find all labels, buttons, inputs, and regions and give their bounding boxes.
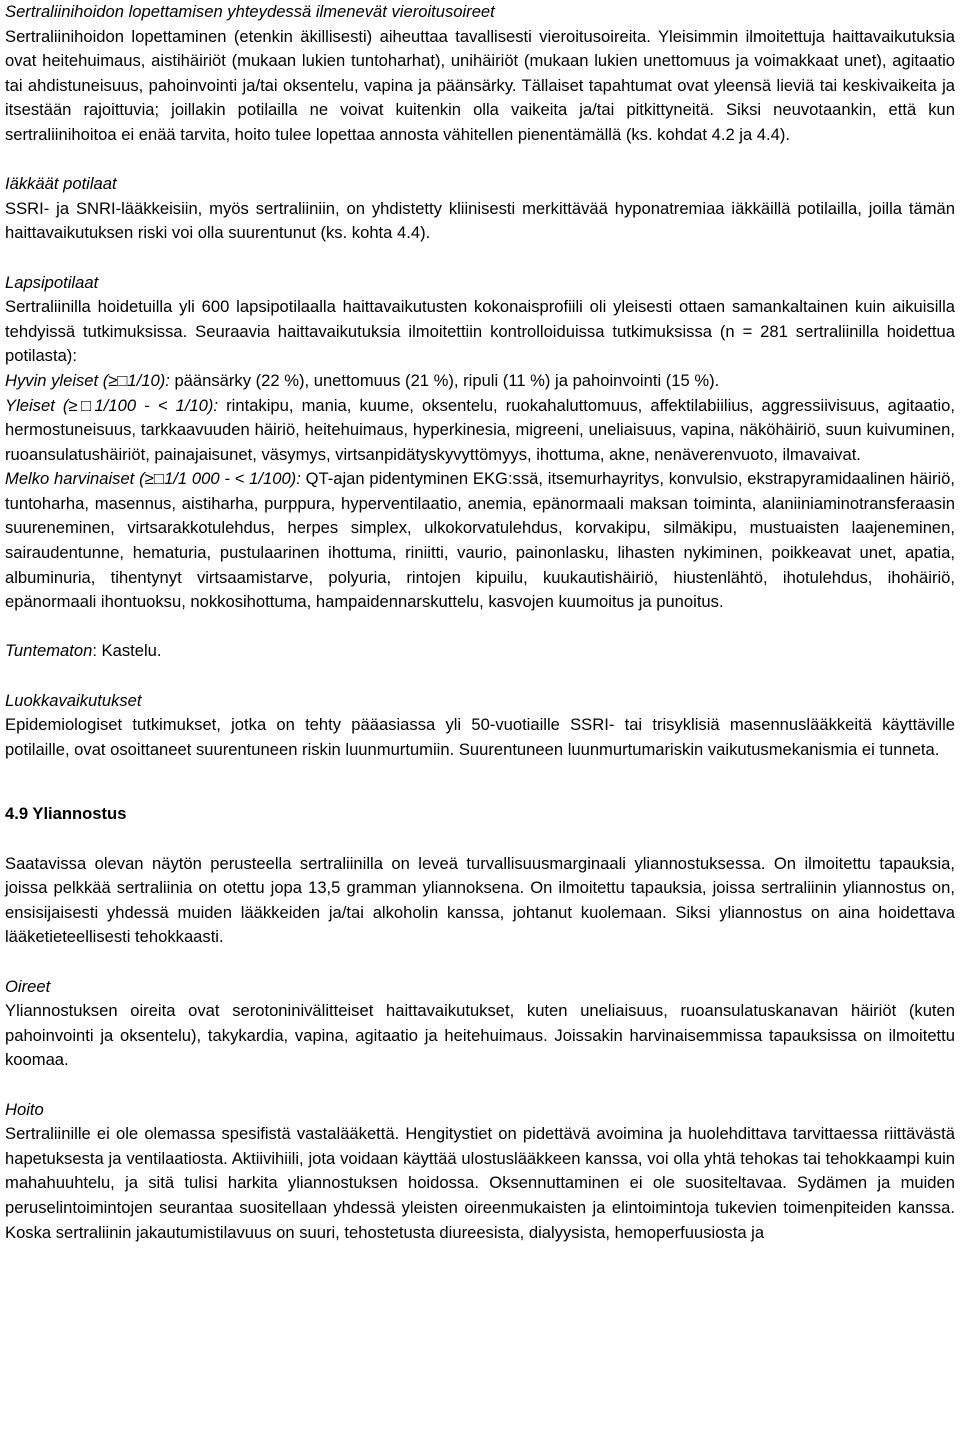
paragraph-overdose: Saatavissa olevan näytön perusteella sertraliinilla on leveä turvallisuusmarginaali yliannostuksessa. On ilmoitettu tapauksia, joissa pelkkää sertraliinia on otettu jopa 13,5 gramman yliannoksena. On ilmoitettu tapauksia, joissa sertraliinin yliannostus on, ensisijaisesti yhdessä muiden lääkkeiden ja/tai alkoholin kanssa, johtanut kuolemaan. Siksi yliannostus on aina hoidettava lääketieteellisesti tehokkaasti. xyxy=(5,853,955,947)
frequency-unknown-text: : Kastelu. xyxy=(92,641,162,661)
spacer xyxy=(5,246,955,271)
spacer xyxy=(5,950,955,975)
frequency-very-common-label: Hyvin yleiset (≥□1/10): xyxy=(5,370,170,390)
heading-symptoms: Oireet xyxy=(5,976,51,996)
spacer xyxy=(5,615,955,640)
frequency-uncommon-label: Melko harvinaiset (≥□1/1 000 - < 1/100): xyxy=(5,469,301,489)
paragraph-withdrawal-lead: Sertraliinihoidon lopettaminen (etenkin äkillisesti) aiheuttaa tavallisesti vieroitusoireita. Yleisimmin ilmoitettuja haittavaikutuksia ovat heitehuimaus, aistihäiriöt (mukaan lukien tuntoharhat), unihäiriöt (mukaan lukien unettomuus ja voimakkaat unet), agitaatio tai ahdistuneisuus, pahoinvointi ja/tai oksentelu, vapina ja päänsärky. xyxy=(5,26,955,95)
frequency-very-common xyxy=(5,369,955,394)
spacer xyxy=(5,827,955,852)
paragraph-elderly: SSRI- ja SNRI-lääkkeisiin, myös sertraliiniin, on yhdistetty kliinisesti merkittävää hyponatremiaa iäkkäillä potilailla, joilla tämän haittavaikutuksen riski voi olla suurentunut (ks. kohta 4.4). xyxy=(5,198,955,243)
section-title-overdose: 4.9 Yliannostus xyxy=(5,804,127,824)
spacer xyxy=(5,762,955,802)
spacer xyxy=(5,1073,955,1098)
document-page xyxy=(5,0,955,1245)
paragraph-withdrawal xyxy=(5,25,955,148)
heading-elderly-patients: Iäkkäät potilaat xyxy=(5,174,117,194)
frequency-unknown xyxy=(5,639,955,664)
paragraph-symptoms: Yliannostuksen oireita ovat serotoninivälitteiset haittavaikutukset, kuten uneliaisuus, ruoansulatuskanavan häiriöt (kuten pahoinvointi ja oksentelu), takykardia, vapina, agitaatio ja heitehuimaus. Joissakin harvinaisemmissa tapauksissa on ilmoitettu koomaa. xyxy=(5,1001,955,1070)
heading-class-effects: Luokkavaikutukset xyxy=(5,690,142,710)
frequency-unknown-label: Tuntematon xyxy=(5,641,93,661)
spacer xyxy=(5,664,955,689)
heading-pediatric-patients: Lapsipotilaat xyxy=(5,272,99,292)
heading-withdrawal-symptoms: Sertraliinihoidon lopettamisen yhteydessä ilmenevät vieroitusoireet xyxy=(5,2,495,21)
paragraph-withdrawal-rest: Tällaiset tapahtumat ovat yleensä lieviä tai keskivaikeita ja itsestään rajoittuvia; joillakin potilailla ne voivat kuitenkin olla vaikeita ja/tai pitkittyneitä. Siksi neuvotaankin, että kun sertraliinihoitoa ei enää tarvita, hoito tulee lopettaa annosta vähitellen pienentämällä (ks. kohdat 4.2 ja 4.4). xyxy=(5,75,955,144)
frequency-common xyxy=(5,394,955,468)
frequency-uncommon-text: QT-ajan pidentyminen EKG:ssä, itsemurhayritys, konvulsio, ekstrapyramidaalinen häiriö, tuntoharha, masennus, aistiharha, purppura, hyperventilaatio, anemia, epänormaali maksan toiminta, alaniiniaminotransferaasin suureneminen, virtsarakkotulehdus, herpes simplex, ulkokorvatulehdus, korvakipu, silmäkipu, mustuaisten laajeneminen, sairaudentunne, hematuria, pustulaarinen ihottuma, riniitti, vaurio, painonlasku, lihasten nykiminen, poikkeavat unet, apatia, albuminuria, tihentynyt virtsaamistarve, polyuria, rintojen kipuilu, kuukautishäiriö, hiustenlähtö, ihotulehdus, ihohäiriö, epänormaali ihontuoksu, nokkosihottuma, hampaidennarskuttelu, kasvojen kuumoitus ja punoitus. xyxy=(5,469,955,612)
spacer xyxy=(5,148,955,173)
frequency-uncommon xyxy=(5,467,955,615)
paragraph-class-effects: Epidemiologiset tutkimukset, jotka on tehty pääasiassa yli 50-vuotiaille SSRI- tai trisyklisiä masennuslääkkeitä käyttäville potilaille, ovat osoittaneet suurentuneen riskin luunmurtumiin. Suurentuneen luunmurtumariskin vaikutusmekanismia ei tunneta. xyxy=(5,715,955,759)
heading-treatment: Hoito xyxy=(5,1099,44,1119)
frequency-very-common-text: päänsärky (22 %), unettomuus (21 %), ripuli (11 %) ja pahoinvointi (15 %). xyxy=(169,370,720,390)
paragraph-pediatric-intro: Sertraliinilla hoidetuilla yli 600 lapsipotilaalla haittavaikutusten kokonaisprofiili oli yleisesti ottaen samankaltainen kuin aikuisilla tehdyissä tutkimuksissa. Seuraavia haittavaikutuksia ilmoitettiin kontrolloiduissa tutkimuksissa (n = 281 sertraliinilla hoidettua potilasta): xyxy=(5,297,955,366)
paragraph-treatment: Sertraliinille ei ole olemassa spesifistä vastalääkettä. Hengitystiet on pidettävä avoimina ja huolehdittava tarvittaessa riittävästä hapetuksesta ja ventilaatiosta. Aktiivihiili, jota voidaan käyttää ulostuslääkkeen kanssa, voi olla yhtä tehokas tai tehokkaampi kuin mahahuuhtelu, ja sitä tulisi harkita yliannostuksen hoidossa. Oksennuttaminen ei ole suositeltavaa. Sydämen ja muiden peruselintoimintojen seurantaa suositellaan yhdessä yleisten oireenmukaisten ja elintoimintoja tukevien toimenpiteiden kanssa. Koska sertraliinin jakautumistilavuus on suuri, tehostetusta diureesista, dialyysista, hemoperfuusiosta ja xyxy=(5,1124,955,1242)
frequency-common-label: Yleiset (≥□1/100 - < 1/10): xyxy=(5,395,219,415)
frequency-common-text: rintakipu, mania, kuume, oksentelu, ruokahaluttomuus, affektilabiilius, aggressiivisuus, agitaatio, hermostuneisuus, tarkkaavuuden häiriö, heitehuimaus, hyperkinesia, migreeni, uneliaisuus, vapina, näköhäiriö, suun kuivuminen, ruoansulatushäiriöt, painajaisunet, väsymys, virtsanpidätyskyvyttömyys, ihottuma, akne, nenäverenvuoto, ilmavaivat. xyxy=(5,395,955,464)
